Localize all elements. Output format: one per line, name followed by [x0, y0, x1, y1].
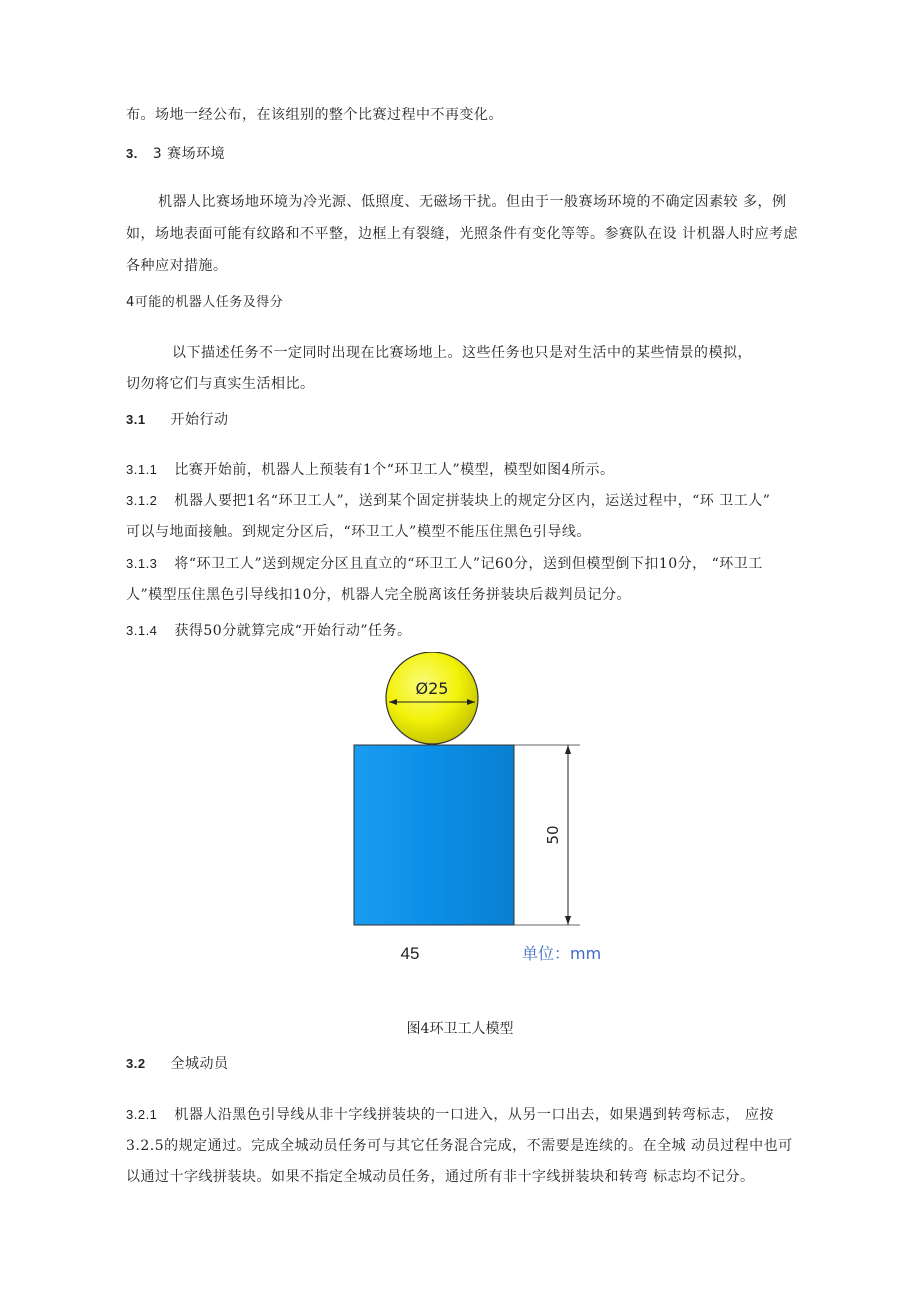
paragraph-tasks-intro-line2: 切勿将它们与真实生活相比。: [126, 376, 315, 392]
section-4-heading: 4可能的机器人任务及得分: [126, 295, 284, 310]
arrowhead: [565, 916, 571, 925]
item-3-2-1-line2: 3.2.5的规定通过。完成全城动员任务可与其它任务混合完成，不需要是连续的。在全城 动员过程中也可: [126, 1138, 793, 1154]
section-title: 开始行动: [170, 412, 229, 428]
item-3-1-1: [126, 459, 615, 479]
item-text: 机器人沿黑色引导线从非十字线拼装块的一口进入，从另一口出去，如果遇到转弯标志， 应按: [174, 1107, 774, 1123]
width-label: 45: [400, 944, 420, 963]
item-3-1-4: [126, 620, 412, 640]
ball-shape: [386, 652, 478, 744]
item-text: 机器人要把1名“环卫工人”，送到某个固定拼装块上的规定分区内，运送过程中，“环 卫工人”: [174, 493, 771, 509]
paragraph-continuation: 布。场地一经公布，在该组别的整个比赛过程中不再变化。: [126, 107, 503, 123]
section-3-2-heading: [126, 1053, 229, 1073]
diameter-label: Ø25: [415, 679, 449, 698]
item-number: 3.1.2: [126, 493, 158, 508]
section-title: 3 赛场环境: [152, 146, 226, 162]
item-number: 3.2.1: [126, 1107, 158, 1122]
figure-sanitation-worker-model: [348, 652, 608, 972]
section-3-1-heading: [126, 409, 229, 429]
paragraph-environment: 机器人比赛场地环境为冷光源、低照度、无磁场干扰。但由于一般赛场环境的不确定因素较 多，例: [158, 194, 787, 210]
item-text: 将“环卫工人”送到规定分区且直立的“环卫工人”记60分，送到但模型倒下扣10分， “环卫工: [174, 556, 763, 572]
section-number: 3.1: [126, 412, 146, 427]
section-3-3-heading: [126, 143, 225, 163]
section-title: 全城动员: [170, 1056, 229, 1072]
item-3-1-2-continuation: 可以与地面接触。到规定分区后，“环卫工人”模型不能压住黑色引导线。: [126, 524, 591, 540]
item-number: 3.1.1: [126, 462, 158, 477]
paragraph-environment-line3: 各种应对措施。: [126, 258, 228, 274]
item-3-2-1-line3: 以通过十字线拼装块。如果不指定全城动员任务，通过所有非十字线拼装块和转弯 标志均不记分。: [126, 1169, 755, 1185]
item-3-1-3: [126, 553, 763, 573]
item-text: 获得50分就算完成“开始行动”任务。: [174, 623, 412, 639]
item-3-2-1: [126, 1104, 774, 1124]
item-number: 3.1.4: [126, 623, 158, 638]
cylinder-shape: [354, 745, 514, 925]
item-3-1-3-continuation: 人”模型压住黑色引导线扣10分，机器人完全脱离该任务拼装块后裁判员记分。: [126, 587, 631, 603]
figure-caption: 图4环卫工人模型: [406, 1021, 514, 1037]
height-label: 50: [544, 825, 562, 845]
item-number: 3.1.3: [126, 556, 158, 571]
paragraph-tasks-intro: 以下描述任务不一定同时出现在比赛场地上。这些任务也只是对生活中的某些情景的模拟，: [172, 345, 752, 361]
section-number: 3.: [126, 146, 138, 161]
item-3-1-2: [126, 490, 770, 510]
paragraph-environment-line2: 如，场地表面可能有纹路和不平整，边框上有裂缝，光照条件有变化等等。参赛队在设 计机器人时应考虑: [126, 226, 798, 242]
section-number: 3.2: [126, 1056, 146, 1071]
model-drawing: [348, 652, 608, 972]
arrowhead: [565, 745, 571, 754]
item-text: 比赛开始前，机器人上预装有1个“环卫工人”模型，模型如图4所示。: [174, 462, 615, 478]
unit-label: 单位：mm: [522, 944, 602, 963]
